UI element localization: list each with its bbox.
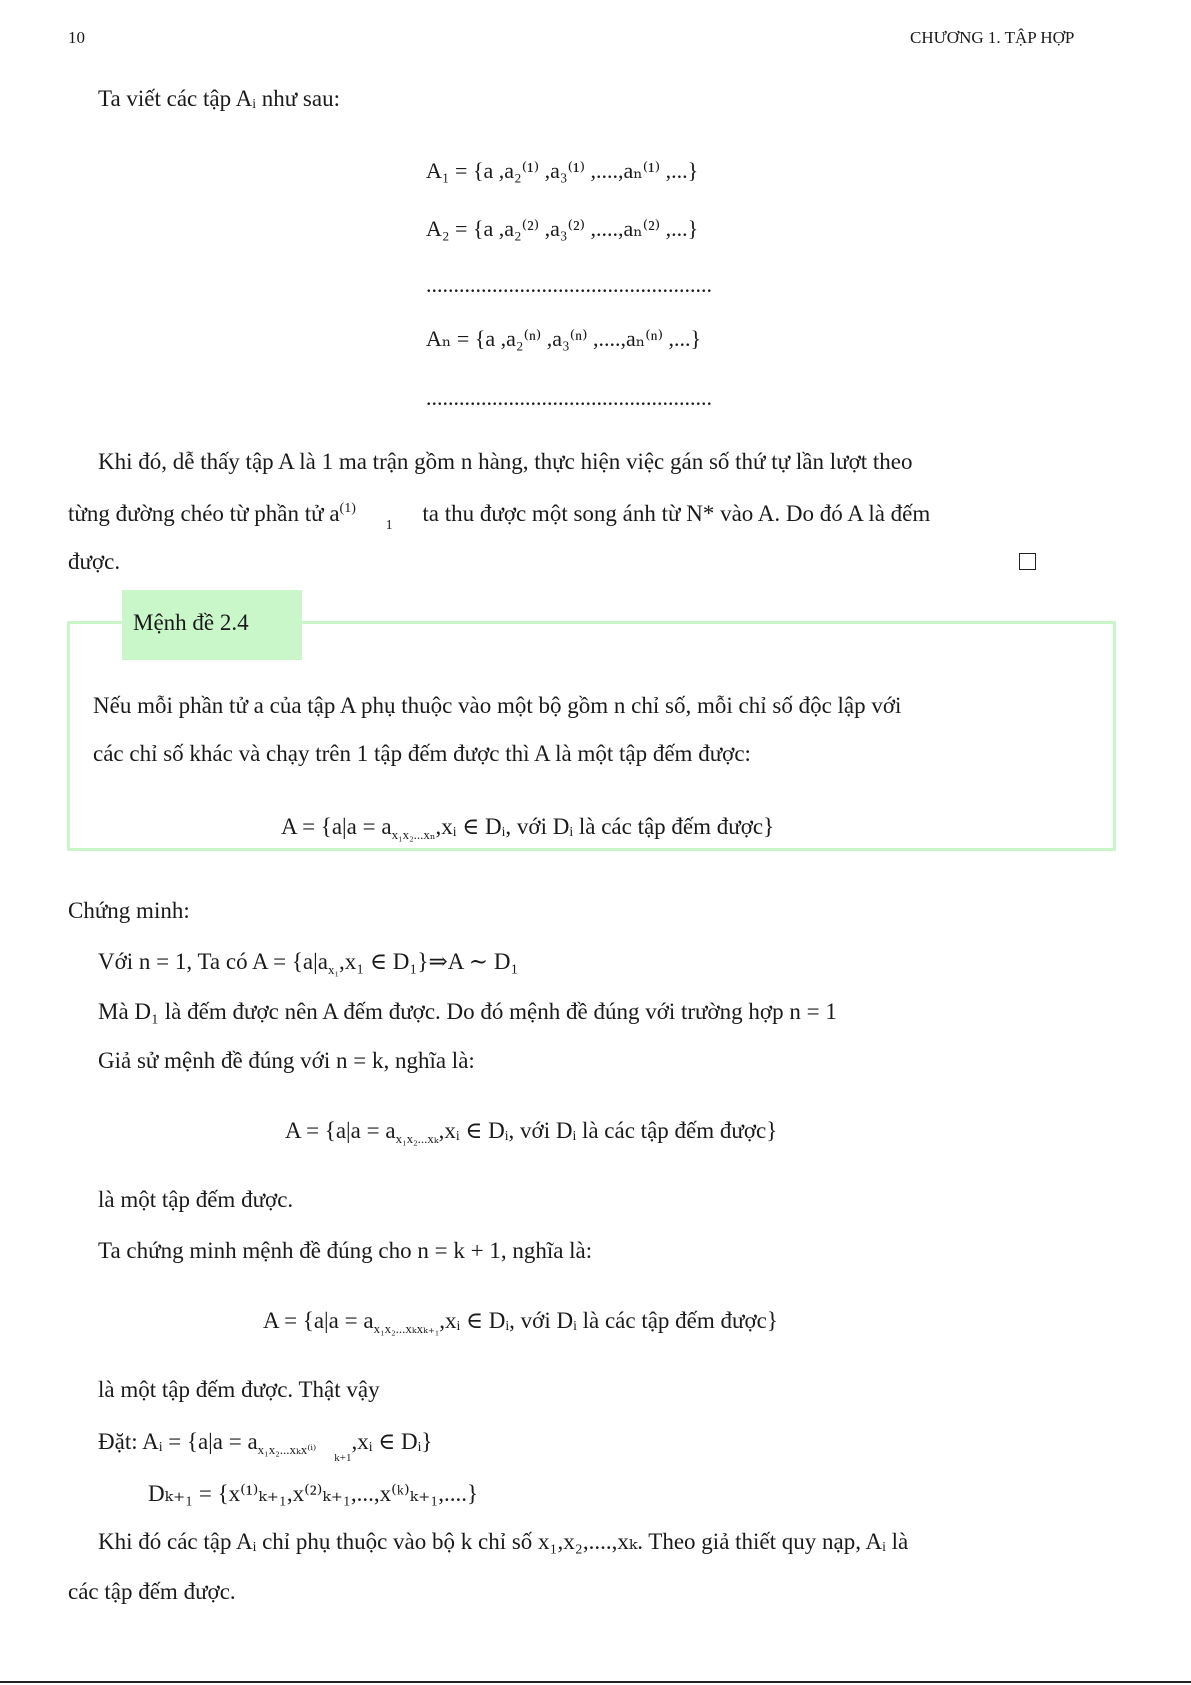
proof-line-1 <box>98 948 518 978</box>
proof-line-7b: ,xᵢ ∈ Dᵢ} <box>351 1429 433 1454</box>
set-an-rest: ,a₂⁽ⁿ⁾ ,a₃⁽ⁿ⁾ ,....,aₙ⁽ⁿ⁾ ,...} <box>495 326 702 351</box>
proposition-formula-sub: x₁x₂...xₙ <box>391 827 436 842</box>
intro-text: Ta viết các tập Aᵢ như sau: <box>98 86 340 111</box>
page-number: 10 <box>68 28 85 47</box>
paragraph-sup: (1) <box>339 501 356 516</box>
proof-line-1-sub: x₁ <box>327 962 339 977</box>
proof-line-5: Ta chứng minh mệnh đề đúng cho n = k + 1, nghĩa là: <box>98 1238 593 1263</box>
set-a1-rest: ,a₂⁽¹⁾ ,a₃⁽¹⁾ ,....,aₙ⁽¹⁾ ,...} <box>493 158 699 183</box>
qed-square <box>1019 553 1036 570</box>
set-a2 <box>426 216 698 242</box>
paragraph-line-2a: từng đường chéo từ phần tử a <box>68 501 340 526</box>
set-a1-lhs: A₁ = {a <box>426 158 494 183</box>
paragraph-line-2 <box>68 500 930 535</box>
proof-line-7-sub: x₁x₂...xₖx⁽ⁱ⁾ <box>257 1442 317 1457</box>
proposition-line-2: các chỉ số khác và chạy trên 1 tập đếm được thì A là một tập đếm được: <box>93 741 751 766</box>
proof-line-10: các tập đếm được. <box>68 1579 236 1604</box>
proof-line-6: là một tập đếm được. Thật vậy <box>98 1377 380 1402</box>
set-a2-rest: ,a₂⁽²⁾ ,a₃⁽²⁾ ,....,aₙ⁽²⁾ ,...} <box>493 216 699 241</box>
proposition-line-1: Nếu mỗi phần tử a của tập A phụ thuộc vào một bộ gồm n chỉ số, mỗi chỉ số độc lập với <box>93 693 902 718</box>
set-an-lhs: Aₙ = {a <box>426 326 496 351</box>
proof-line-1b: ,x₁ ∈ D₁}⇒A ∼ D₁ <box>338 949 519 974</box>
set-a1 <box>426 158 698 184</box>
proof-formula-1a: A = {a|a = a <box>285 1118 396 1143</box>
proof-formula-1-sub: x₁x₂...xₖ <box>395 1131 439 1146</box>
proof-line-7 <box>98 1428 432 1465</box>
proof-line-2: Mà D₁ là đếm được nên A đếm được. Do đó mệnh đề đúng với trường hợp n = 1 <box>98 999 837 1024</box>
set-a2-lhs: A₂ = {a <box>426 216 494 241</box>
proof-formula-1 <box>285 1117 777 1147</box>
paragraph-line-3: được. <box>68 549 121 574</box>
proposition-formula-b: ,xᵢ ∈ Dᵢ, với Dᵢ là các tập đếm được} <box>435 814 775 839</box>
proof-line-7a: Đặt: Aᵢ = {a|a = a <box>98 1429 258 1454</box>
proof-line-1a: Với n = 1, Ta có A = {a|a <box>98 949 328 974</box>
proof-line-8: Dₖ₊₁ = {x⁽¹⁾ₖ₊₁,x⁽²⁾ₖ₊₁,...,x⁽ᵏ⁾ₖ₊₁,....} <box>148 1481 479 1506</box>
proof-line-9: Khi đó các tập Aᵢ chỉ phụ thuộc vào bộ k chỉ số x₁,x₂,....,xₖ. Theo giả thiết quy nạp, Aᵢ là <box>98 1529 909 1554</box>
chapter-header: CHƯƠNG 1. TẬP HỢP <box>910 28 1075 47</box>
proof-line-3: Giả sử mệnh đề đúng với n = k, nghĩa là: <box>98 1048 475 1073</box>
proof-formula-2 <box>263 1307 778 1337</box>
proof-formula-2-sub: x₁x₂...xₖxₖ₊₁ <box>373 1321 440 1336</box>
proof-formula-2b: ,xᵢ ∈ Dᵢ, với Dᵢ là các tập đếm được} <box>439 1308 778 1333</box>
dots-line-2: .................................................... <box>426 385 712 410</box>
proposition-formula-a: A = {a|a = a <box>281 814 392 839</box>
proof-heading: Chứng minh: <box>68 898 190 923</box>
dots-line-1: .................................................... <box>426 272 712 297</box>
proof-line-4: là một tập đếm được. <box>98 1187 294 1212</box>
paragraph-sub: 1 <box>385 518 393 533</box>
proof-line-7-sub2: k+1 <box>334 1452 352 1464</box>
proposition-formula <box>281 813 774 843</box>
proof-formula-1b: ,xᵢ ∈ Dᵢ, với Dᵢ là các tập đếm được} <box>438 1118 778 1143</box>
bottom-rule <box>0 1681 1191 1683</box>
proof-formula-2a: A = {a|a = a <box>263 1308 374 1333</box>
set-an <box>426 326 701 352</box>
proposition-title: Mệnh đề 2.4 <box>133 610 249 635</box>
paragraph-line-1: Khi đó, dễ thấy tập A là 1 ma trận gồm n hàng, thực hiện việc gán số thứ tự lần lượt theo <box>98 449 913 474</box>
paragraph-line-2b: ta thu được một song ánh từ N* vào A. Do đó A là đếm <box>422 501 931 526</box>
